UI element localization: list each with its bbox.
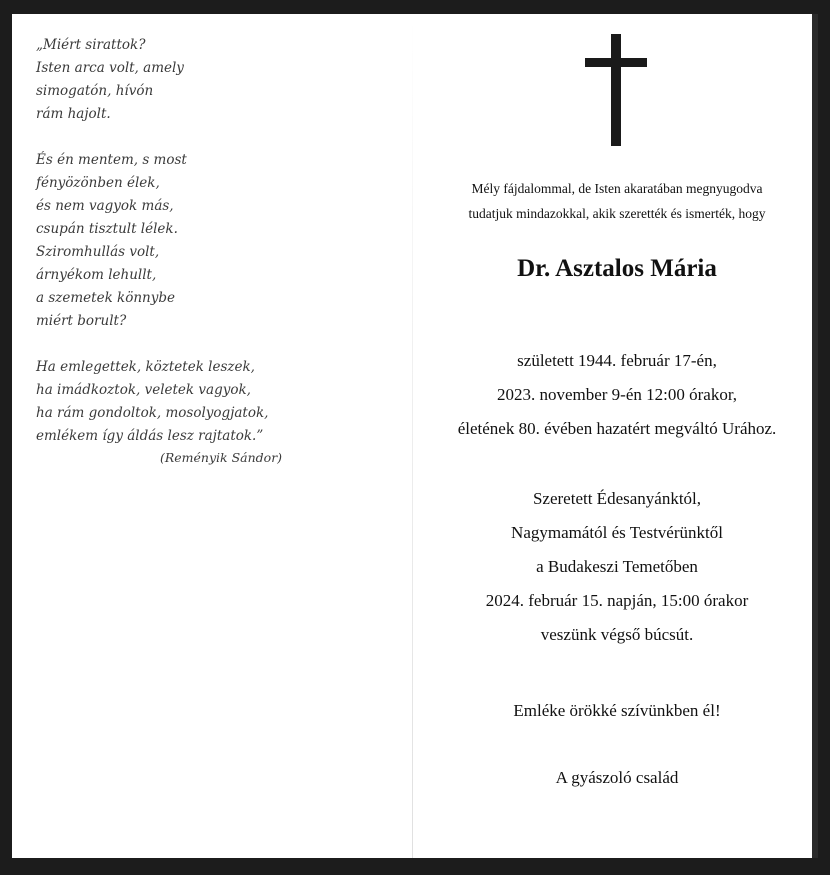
family-signature: A gyászoló család bbox=[555, 768, 679, 787]
poem-line: ha imádkoztok, veletek vagyok, bbox=[36, 382, 251, 398]
poem-line: simogatón, hívón bbox=[36, 83, 154, 99]
intro-line: tudatjuk mindazokkal, akik szerették és ismerték, hogy bbox=[468, 206, 766, 221]
funeral-line: Nagymamától és Testvérünktől bbox=[511, 523, 723, 542]
poem-line: Ha emlegettek, köztetek leszek, bbox=[36, 359, 255, 375]
poem-line: És én mentem, s most bbox=[36, 152, 187, 168]
poem-line: a szemetek könnybe bbox=[36, 290, 176, 306]
closing-line: Emléke örökké szívünkben él! bbox=[513, 701, 721, 720]
poem-line: emlékem így áldás lesz rajtatok.” bbox=[36, 428, 264, 444]
obituary-card bbox=[12, 14, 818, 858]
deceased-name: Dr. Asztalos Mária bbox=[517, 255, 717, 282]
poem-line: árnyékom lehullt, bbox=[36, 267, 157, 283]
poem-line: fényözönben élek, bbox=[36, 175, 160, 191]
detail-line: életének 80. évében hazatért megváltó Urához. bbox=[457, 419, 777, 438]
poem-line: ha rám gondoltok, mosolyogjatok, bbox=[36, 405, 269, 421]
funeral-line: a Budakeszi Temetőben bbox=[536, 557, 698, 576]
intro-line: Mély fájdalommal, de Isten akaratában megnyugodva bbox=[471, 181, 763, 196]
funeral-line: veszünk végső búcsút. bbox=[540, 625, 694, 644]
poem-line: Isten arca volt, amely bbox=[36, 60, 184, 76]
detail-line: született 1944. február 17-én, bbox=[517, 351, 717, 370]
notice-details bbox=[422, 344, 812, 446]
poem-stanza-1 bbox=[36, 34, 396, 126]
funeral-line: Szeretett Édesanyánktól, bbox=[532, 489, 702, 508]
notice-intro bbox=[422, 176, 812, 226]
poem-line: miért borult? bbox=[36, 313, 127, 329]
funeral-line: 2024. február 15. napján, 15:00 órakor bbox=[485, 591, 749, 610]
poem-line: csupán tisztult lélek. bbox=[36, 221, 178, 237]
poem-line: „Miért sirattok? bbox=[36, 37, 146, 53]
poem bbox=[36, 34, 396, 469]
detail-line: 2023. november 9-én 12:00 órakor, bbox=[496, 385, 738, 404]
poem-line: rám hajolt. bbox=[36, 106, 111, 122]
poem-stanza-2 bbox=[36, 149, 396, 333]
poem-stanza-3 bbox=[36, 356, 396, 448]
fold-line bbox=[412, 14, 413, 858]
poem-line: és nem vagyok más, bbox=[36, 198, 174, 214]
poem-author: (Reményik Sándor) bbox=[160, 450, 283, 465]
funeral-info bbox=[422, 482, 812, 652]
cross-icon bbox=[585, 34, 647, 146]
poem-line: Sziromhullás volt, bbox=[36, 244, 160, 260]
